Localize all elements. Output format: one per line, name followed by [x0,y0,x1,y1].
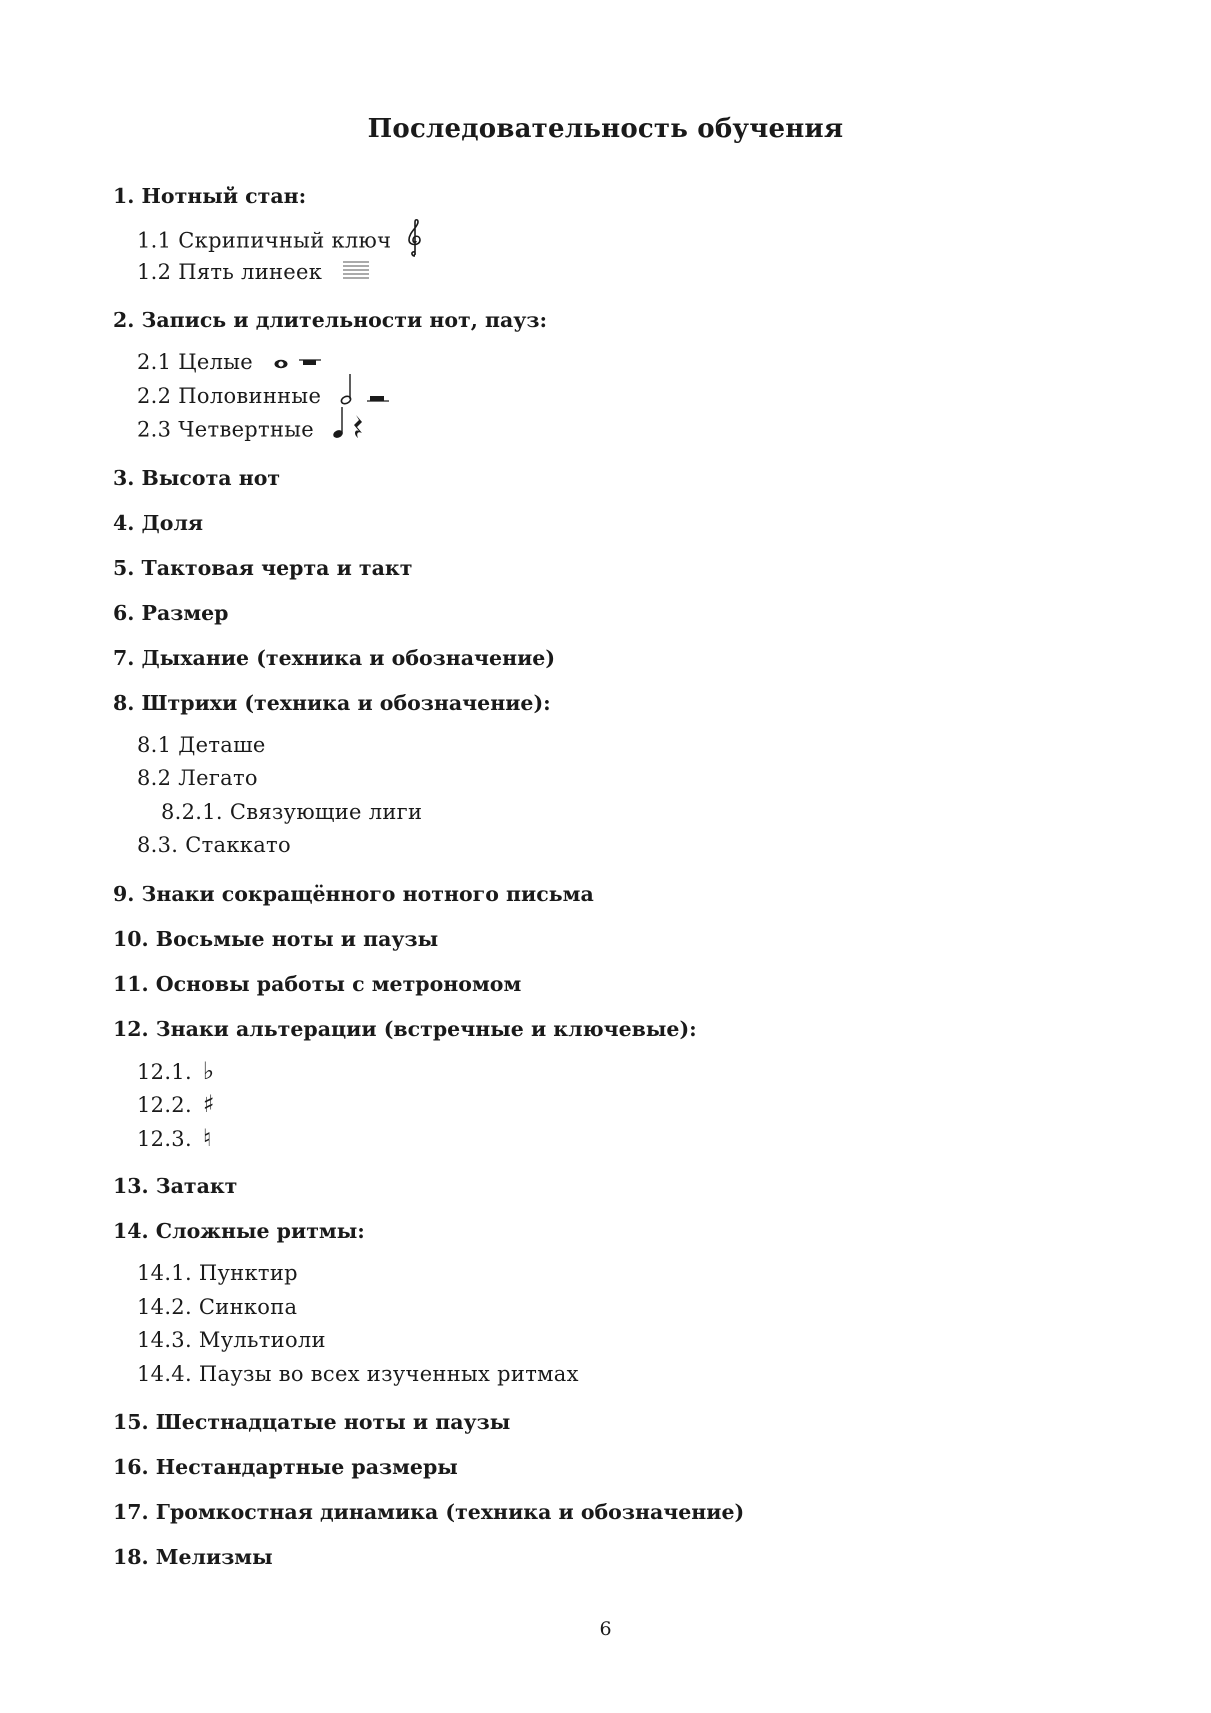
section-6: 6. Размер [113,600,229,625]
quarter-note-and-rest-icon [329,405,369,441]
toc-list [113,182,1113,1571]
item-8-2: 8.2 Легато [137,766,258,790]
section-5: 5. Тактовая черта и такт [113,555,413,580]
item-1-2-label: 1.2 Пять линеек [137,259,323,284]
item-12-2 [113,1088,1113,1122]
section-3: 3. Высота нот [113,465,281,490]
item-8-1: 8.1 Деташе [137,732,266,757]
item-2-1-label: 2.1 Целые [137,350,253,374]
item-2-3-label: 2.3 Четвертные [137,417,314,442]
item-8-3: 8.3. Стаккато [137,833,291,857]
item-2-2-label: 2.2 Половинные [137,383,322,408]
item-14-2: 14.2. Синкопа [137,1294,298,1319]
item-12-3 [113,1122,1113,1156]
section-14: 14. Сложные ритмы: [113,1219,365,1243]
section-8: 8. Штрихи (техника и обозначение): [113,690,551,715]
item-14-4: 14.4. Паузы во всех изученных ритмах [137,1361,579,1386]
section-11: 11. Основы работы с метрономом [113,971,522,996]
page-title: Последовательность обучения [367,114,844,144]
treble-clef-icon [406,218,424,258]
section-2: 2. Запись и длительности нот, пауз: [113,308,548,332]
item-2-3 [113,413,1113,447]
item-14-1: 14.1. Пунктир [137,1261,298,1285]
section-7: 7. Дыхание (техника и обозначение) [113,645,556,670]
section-18: 18. Мелизмы [113,1545,273,1569]
page-number: 6 [599,1618,612,1640]
section-12: 12. Знаки альтерации (встречные и ключевые): [113,1016,697,1041]
item-2-1 [113,346,1113,380]
natural-icon: ♮ [202,1123,212,1152]
item-14-3: 14.3. Мультиоли [137,1328,326,1352]
section-15: 15. Шестнадцатые ноты и паузы [113,1410,511,1434]
half-note-and-rest-icon [336,372,392,406]
section-16: 16. Нестандартные размеры [113,1455,458,1479]
section-13: 13. Затакт [113,1174,238,1198]
section-17: 17. Громкостная динамика (техника и обозначение) [113,1500,745,1524]
item-12-1 [113,1055,1113,1089]
section-10: 10. Восьмые ноты и паузы [113,926,439,951]
flat-icon: ♭ [202,1056,215,1085]
section-1: 1. Нотный стан: [113,184,307,208]
item-2-2 [113,380,1113,414]
section-9: 9. Знаки сокращённого нотного письма [113,881,594,906]
item-1-2 [113,256,1113,290]
item-12-1-label: 12.1. [137,1059,192,1084]
section-4: 4. Доля [113,510,204,535]
sharp-icon: ♯ [202,1090,215,1118]
five-lines-icon [343,259,369,283]
item-12-3-label: 12.3. [137,1126,192,1151]
whole-note-and-rest-icon [274,352,322,372]
item-1-1 [113,222,1113,256]
item-12-2-label: 12.2. [137,1093,192,1117]
item-8-2-1: 8.2.1. Связующие лиги [161,799,423,824]
item-1-1-label: 1.1 Скрипичный ключ [137,228,392,253]
